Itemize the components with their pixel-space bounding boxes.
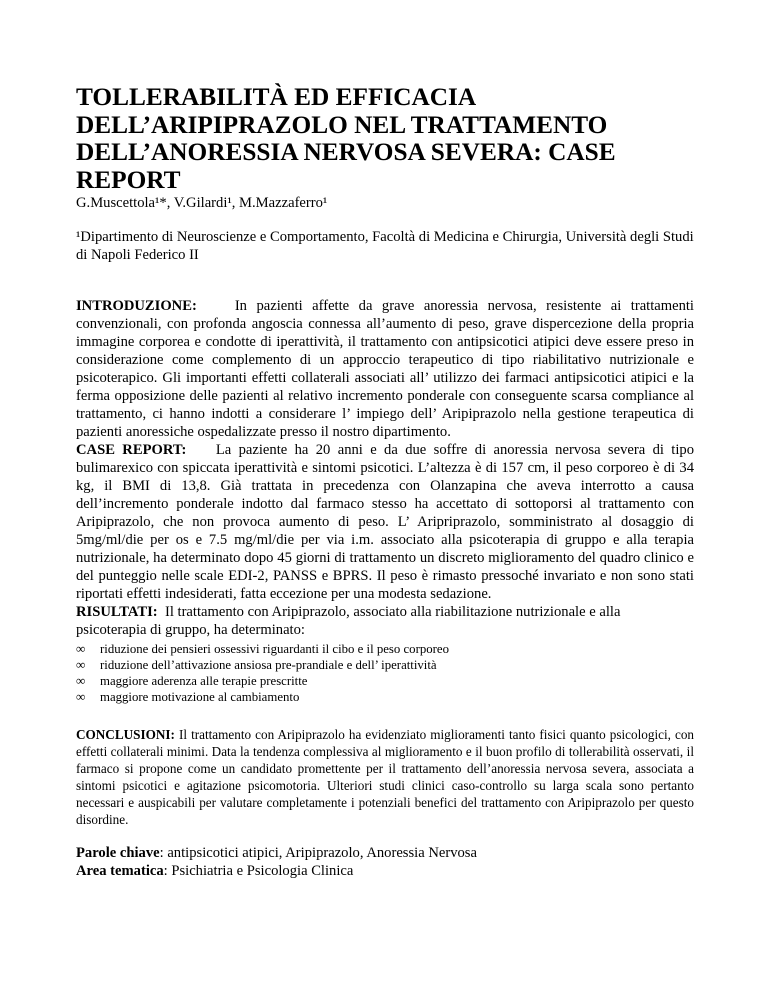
authors-line: G.Muscettola¹*, V.Gilardi¹, M.Mazzaferro¹ [76, 195, 328, 212]
keywords-label: Parole chiave [76, 845, 160, 862]
infinity-bullet-icon: ∞ [76, 657, 86, 673]
list-item: ∞ maggiore motivazione al cambiamento [76, 689, 300, 705]
area-text: : Psichiatria e Psicologia Clinica [163, 863, 354, 880]
introduction-section [76, 297, 694, 441]
affiliation: ¹Dipartimento di Neuroscienze e Comportamento, Facoltà di Medicina e Chirurgia, Università degli Studi di Napoli Federico II [76, 229, 694, 264]
conclusions-section [76, 726, 694, 828]
conclusions-label: CONCLUSIONI: [76, 727, 175, 743]
keywords-line [76, 844, 694, 862]
area-line [76, 862, 694, 880]
infinity-bullet-icon: ∞ [76, 689, 86, 705]
list-item: ∞ maggiore aderenza alle terapie prescritte [76, 673, 308, 689]
keywords-text: : antipsicotici atipici, Aripiprazolo, Anoressia Nervosa [159, 845, 477, 862]
case-report-section [76, 441, 694, 603]
infinity-bullet-icon: ∞ [76, 641, 86, 657]
list-item: ∞ riduzione dell’attivazione ansiosa pre-prandiale e dell’ iperattività [76, 657, 437, 673]
area-label: Area tematica [76, 863, 164, 880]
document-title: TOLLERABILITÀ ED EFFICACIA DELL’ARIPIPRAZOLO NEL TRATTAMENTO DELL’ANORESSIA NERVOSA SEVERA: CASE REPORT [76, 83, 616, 194]
conclusions-text: Il trattamento con Aripiprazolo ha evidenziato miglioramenti tanto fisici quanto psicologici, con effetti collaterali minimi. Data la tendenza complessiva al miglioramento e il buon profilo di tollerabilità osservati, il farmaco si propone come un candidato promettente per il trattamento dell’anoressia nervosa severa, associata a sintomi psicotici e agitazione psicomotoria. Ulteriori studi clinici caso-controllo su larga scala sono pertanto necessari e auspicabili per valutare completamente i potenziali benefici del trattamento con Aripiprazolo per questo disordine. [76, 727, 695, 828]
list-item: ∞ riduzione dei pensieri ossessivi riguardanti il cibo e il peso corporeo [76, 641, 449, 657]
abstract-page [76, 84, 694, 880]
results-text: Il trattamento con Aripiprazolo, associato alla riabilitazione nutrizionale e alla psicoterapia di gruppo, ha determinato: [76, 604, 621, 639]
results-list [76, 641, 694, 705]
infinity-bullet-icon: ∞ [76, 673, 86, 689]
introduction-label: INTRODUZIONE: [76, 298, 197, 315]
results-label: RISULTATI: [76, 604, 158, 621]
case-report-label: CASE REPORT: [76, 442, 187, 459]
case-report-text: La paziente ha 20 anni e da due soffre di anoressia nervosa severa di tipo bulimarexico con spiccata iperattività e sintomi psicotici. L’altezza è di 157 cm, il peso corporeo è di 34 kg, il BMI di 13,8. Già trattata in precedenza con Olanzapina che aveva interrotto a causa dell’incremento ponderale indotto dal farmaco stesso ha accettato di sottoporsi al trattamento con Aripiprazolo, che non provoca aumento di peso. L’ Aripriprazolo, somministrato al dosaggio di 5mg/ml/die per os e 7.5 mg/ml/die per via i.m. associato alla psicoterapia di gruppo e alla terapia nutrizionale, ha determinato dopo 45 giorni di trattamento un discreto miglioramento del quadro clinico e del punteggio nelle scale EDI-2, PANSS e BPRS. Il peso è rimasto pressoché invariato e non sono stati riportati effetti indesiderati, fatta eccezione per una modesta sedazione. [76, 442, 694, 603]
results-section [76, 603, 694, 639]
introduction-text: In pazienti affette da grave anoressia nervosa, resistente ai trattamenti convenzionali, con profonda angoscia connessa all’aumento di peso, grave dispercezione della propria immagine corporea e condotte di iperattività, il trattamento con antipsicotici atipici deve essere preso in considerazione come complemento di un approccio terapeutico di tipo riabilitativo nutrizionale e psicoterapico. Gli importanti effetti collaterali associati all’ utilizzo dei farmaci antipsicotici atipici e la ferma opposizione delle pazienti al relativo incremento ponderale con conseguente scarsa compliance al trattamento, ci hanno indotti a considerare l’ impiego dell’ Aripiprazolo nella gestione terapeutica di pazienti anoressiche ospedalizzate presso il nostro dipartimento. [76, 298, 694, 441]
